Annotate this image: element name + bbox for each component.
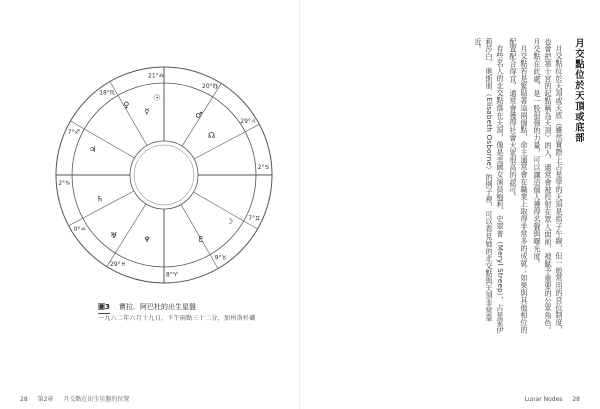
planet-glyph: ♅ <box>110 230 118 240</box>
footer-right <box>517 396 580 403</box>
house-cusp-label: 7°♊ <box>248 214 261 222</box>
figure-caption-text: 寶拉．阿巴杜的出生星盤 <box>118 303 196 311</box>
planet-glyph: ♃ <box>88 145 97 155</box>
right-page-number: 28 <box>572 396 580 403</box>
right-page-body <box>334 38 584 336</box>
page-gutter <box>299 0 300 409</box>
house-cusp-label: 9°♉ <box>214 254 227 262</box>
planet-glyph: ♂ <box>195 110 203 120</box>
house-cusp-label: 21°♎ <box>148 72 165 80</box>
house-cusp-label: 29°♓ <box>109 260 126 268</box>
paragraph-2: 月交點若是緊貼著這兩個點，命主通常會在職業上取得非常多的成就；如果與其他相位的配置配合得宜，通常會獲得社會大眾很高的認可。 <box>509 38 529 334</box>
house-cusp-label: 20°♍ <box>202 83 219 91</box>
footer-left <box>20 394 137 403</box>
figure-caption <box>98 294 288 314</box>
house-cusp-line <box>67 121 134 158</box>
house-cusp-label: 2°♋ <box>257 164 270 172</box>
house-cusp-label: 8°♈ <box>165 271 179 279</box>
house-cusp-label: 29°♌ <box>240 118 257 126</box>
right-book-title: Lunar Nodes <box>524 396 563 403</box>
left-chapter-title: 月交點在出生星盤的位置 <box>63 396 130 403</box>
planet-glyph: ☿ <box>144 107 150 117</box>
planet-glyph: ♆ <box>143 234 151 244</box>
paragraph-1: 月交點位於天頂或天底（雖然實際上占星學的天頂是指子午線，但一般常用的宮位制度，也會把第十宮的起點稱為天頂）的人，通常會被投射在眾人面前，被賦予重要的公眾角色。月交點在此處，是一股很強的力量，可以讓這個人獲得名聲與曝光度。 <box>533 38 564 334</box>
natal-chart <box>52 62 276 288</box>
paragraph-3: 有些名人的北交點落在天頂，像是美國女演員梅莉．史翠普（Meryl Streep），占星家伊莉莎白．奧斯朋（Elisabeth Osborne）的例子裡，可以看見她的北交點與天頂非常靠近。 <box>474 38 505 334</box>
house-cusp-line <box>110 81 150 145</box>
house-cusp-label: 7°♐ <box>67 129 80 137</box>
left-page-number: 28 <box>20 396 28 403</box>
natal-chart-wheel <box>52 62 276 288</box>
planet-glyph: ♄ <box>96 194 104 204</box>
planet-glyph: ☊ <box>207 131 216 141</box>
planet-glyph: ♀ <box>123 100 130 110</box>
house-cusp-label: 2°♑ <box>58 179 71 187</box>
section-title: 月交點位於天頂或底部 <box>573 38 584 143</box>
left-chapter: 第2章 <box>37 396 54 403</box>
house-cusp-label: 18°♏ <box>99 89 116 97</box>
planet-glyph: ☉ <box>153 93 161 103</box>
planet-glyph: ☽ <box>225 216 234 226</box>
birth-info: 一九六二年六月十九日，下午兩點三十二分，加州洛杉磯 <box>98 315 256 322</box>
planet-glyph: ♇ <box>197 235 205 245</box>
figure-label: 圖3 <box>98 302 110 314</box>
house-cusp-label: 0°♒ <box>73 225 86 233</box>
